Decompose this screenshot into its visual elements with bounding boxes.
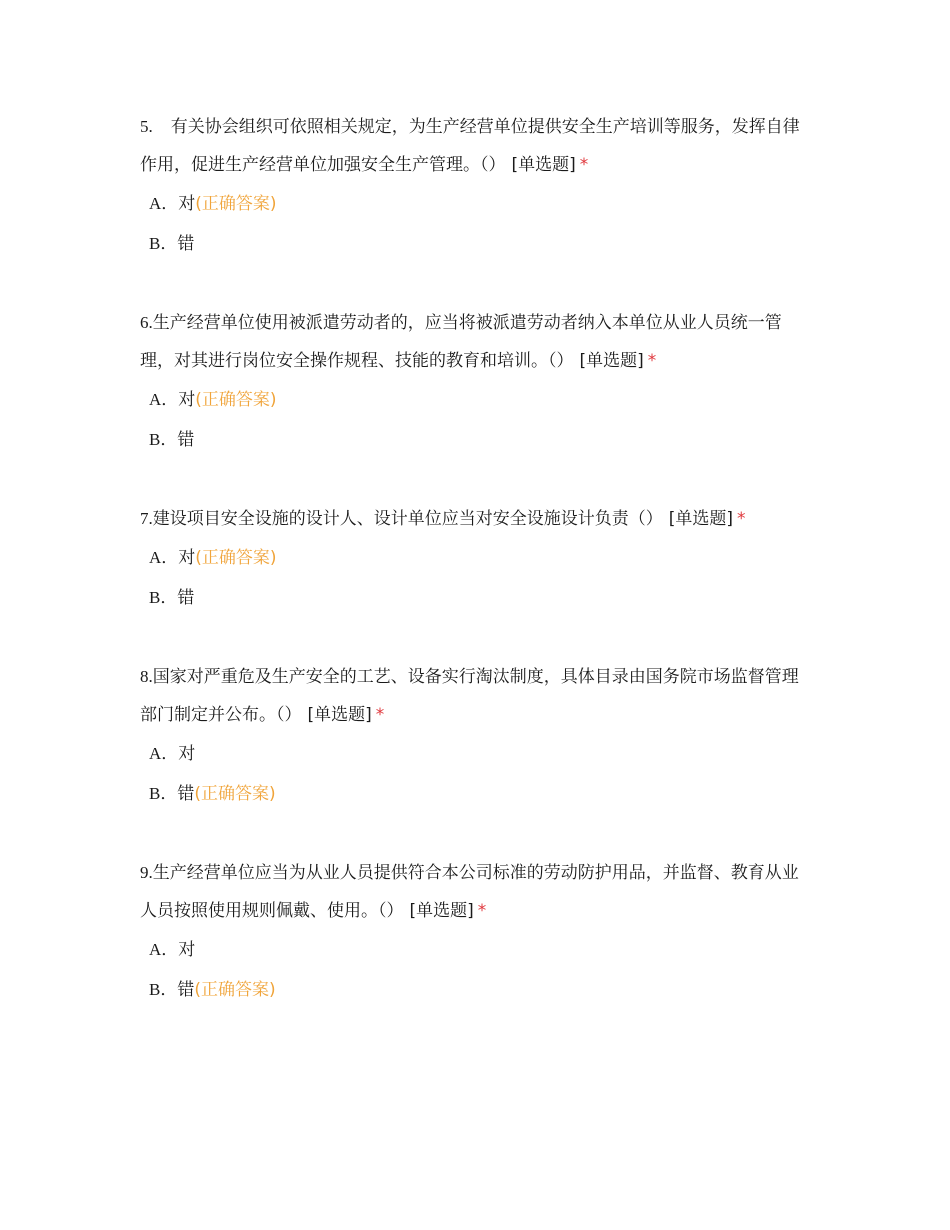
question-body: 有关协会组织可依照相关规定，为生产经营单位提供安全生产培训等服务，发挥自律作用，促进生产经营单位加强安全生产管理。（） <box>140 117 800 175</box>
option-label: 错 <box>177 588 195 608</box>
option-letter: B． <box>149 588 178 607</box>
option-label: 对 <box>178 194 196 214</box>
question-number: 6. <box>140 313 153 332</box>
question-text <box>140 304 812 380</box>
question-number: 5. <box>140 117 153 136</box>
question-type: [单选题] <box>579 351 644 371</box>
question-type: [单选题] <box>409 901 474 921</box>
option-a[interactable] <box>140 380 812 420</box>
option-b[interactable] <box>140 578 812 618</box>
option-a[interactable] <box>140 184 812 224</box>
option-letter: B． <box>149 430 178 449</box>
required-marker: * <box>647 351 657 371</box>
option-letter: B． <box>149 784 178 803</box>
question-type: [单选题] <box>511 155 576 175</box>
question-8 <box>140 658 812 814</box>
question-number: 7. <box>140 509 153 528</box>
option-letter: B． <box>149 234 178 253</box>
question-5 <box>140 108 812 264</box>
required-marker: * <box>375 705 385 725</box>
option-b[interactable] <box>140 420 812 460</box>
option-a[interactable] <box>140 734 812 774</box>
option-letter: A． <box>149 744 179 763</box>
required-marker: * <box>579 155 589 175</box>
question-body: 国家对严重危及生产安全的工艺、设备实行淘汰制度，具体目录由国务院市场监督管理部门制定并公布。（） <box>140 667 799 725</box>
option-label: 错 <box>177 980 195 1000</box>
option-label: 错 <box>177 784 195 804</box>
correct-answer-mark: (正确答案) <box>195 390 277 410</box>
option-b[interactable] <box>140 970 812 1010</box>
correct-answer-mark: (正确答案) <box>195 194 277 214</box>
question-number: 9. <box>140 863 153 882</box>
question-type: [单选题] <box>307 705 372 725</box>
option-label: 对 <box>178 548 196 568</box>
question-number: 8. <box>140 667 153 686</box>
correct-answer-mark: (正确答案) <box>195 548 277 568</box>
option-letter: A． <box>149 194 179 213</box>
option-label: 错 <box>177 430 195 450</box>
question-body: 生产经营单位使用被派遣劳动者的，应当将被派遣劳动者纳入本单位从业人员统一管理，对其进行岗位安全操作规程、技能的教育和培训。（） <box>140 313 782 371</box>
question-text <box>140 854 812 930</box>
question-9 <box>140 854 812 1010</box>
question-text <box>140 658 812 734</box>
option-label: 对 <box>178 390 196 410</box>
option-letter: A． <box>149 390 179 409</box>
question-text <box>140 500 812 538</box>
option-letter: A． <box>149 940 179 959</box>
option-b[interactable] <box>140 224 812 264</box>
correct-answer-mark: (正确答案) <box>194 784 276 804</box>
question-text <box>140 108 812 184</box>
quiz-document <box>140 108 812 1050</box>
question-body: 建设项目安全设施的设计人、设计单位应当对安全设施设计负责（） <box>152 509 663 529</box>
option-b[interactable] <box>140 774 812 814</box>
required-marker: * <box>737 509 746 529</box>
question-7 <box>140 500 812 618</box>
option-label: 错 <box>177 234 195 254</box>
option-a[interactable] <box>140 930 812 970</box>
option-a[interactable] <box>140 538 812 578</box>
question-body: 生产经营单位应当为从业人员提供符合本公司标准的劳动防护用品，并监督、教育从业人员按照使用规则佩戴、使用。（） <box>140 863 799 921</box>
question-6 <box>140 304 812 460</box>
option-label: 对 <box>178 744 196 764</box>
option-label: 对 <box>178 940 196 960</box>
correct-answer-mark: (正确答案) <box>194 980 276 1000</box>
option-letter: B． <box>149 980 178 999</box>
required-marker: * <box>477 901 487 921</box>
option-letter: A． <box>149 548 179 567</box>
question-type: [单选题] <box>668 509 734 529</box>
